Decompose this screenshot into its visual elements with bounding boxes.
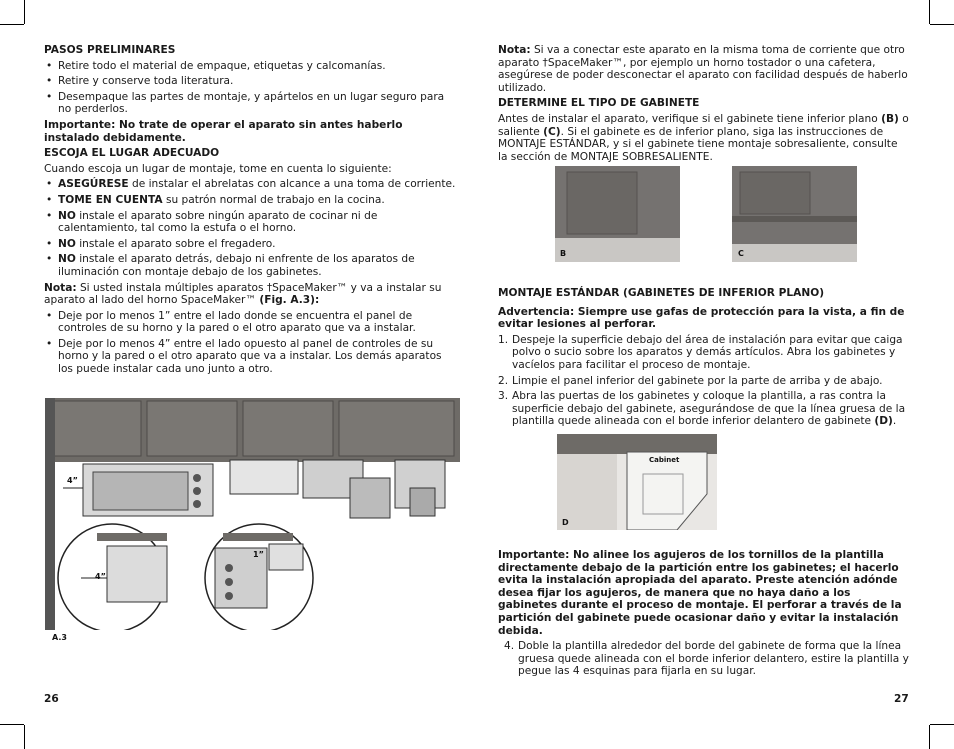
list-item: 3. Abra las puertas de los gabinetes y coloque la plantilla, a ras contra la superficie debajo del gabinete, asegurándose de que la línea gruesa de la plantilla quede alineada con el borde inferior delantero de gabinete (D). (498, 390, 906, 428)
figure-c (732, 166, 857, 262)
list-item: • Deje por lo menos 4” entre el lado opuesto al panel de controles de su horno y la pared o el otro aparato que va a instalar. Los demás aparatos los puede instalar cada uno junto a otro. (46, 337, 442, 376)
deje-list (44, 310, 457, 376)
importante-note: Importante: No trate de operar el aparato sin antes haberlo instalado debidamente. (44, 118, 403, 144)
escoja-intro: Cuando escoja un lugar de montaje, tome en cuenta lo siguiente: (44, 162, 392, 175)
list-item: • NO instale el aparato detrás, debajo ni enfrente de los aparatos de iluminación con montaje debajo de los gabinetes. (46, 253, 415, 278)
dimension-label: 1” (253, 550, 264, 559)
figure-c-illustration (732, 166, 857, 262)
importante-alinee: Importante: No alinee los agujeros de los tornillos de la plantilla directamente debajo de la partición entre los gabinetes; el hacerlo evita la instalación apropiada del aparato. Preste atención adónde desea fijar los agujeros, de manera que no haya daño a los gabinetes durante el proceso de montaje. El perforar a través de la partición del gabinete puede ocasionar daño y evitar la instalación debida. (498, 549, 902, 637)
heading-tipo: DETERMINE EL TIPO DE GABINETE (498, 97, 700, 110)
advertencia-note: Advertencia: Siempre use gafas de protección para la vista, a fin de evitar lesiones al perforar. (498, 305, 905, 331)
heading-escoja: ESCOJA EL LUGAR ADECUADO (44, 147, 220, 160)
crop-mark (929, 725, 930, 749)
list-item: 2. Limpie el panel inferior del gabinete por la parte de arriba y de abajo. (498, 374, 883, 387)
list-item: • Desempaque las partes de montaje, y apártelos en un lugar seguro para no perderlos. (46, 90, 445, 116)
step-4-list (498, 640, 910, 678)
right-page (498, 44, 910, 166)
tipo-paragraph: Antes de instalar el aparato, verifique si el gabinete tiene inferior plano (B) o saliente (C). Si el gabinete es de inferior plano, siga las instrucciones de MONTAJE ESTÁNDAR, y si el gabinete tiene montaje sobresaliente, consulte la sección de MONTAJE SOBRESALIENTE. (498, 112, 909, 163)
heading-pasos: PASOS PRELIMINARES (44, 44, 176, 56)
figure-d-illustration (557, 434, 717, 530)
nota-conectar: Nota: Si va a conectar este aparato en la misma toma de corriente que otro aparato †SpaceMaker™, por ejemplo un horno tostador o una cafetera, asegúrese de poder desconectar el aparato con facilidad después de haberlo utilizado. (498, 44, 908, 94)
figure-b-illustration (555, 166, 680, 262)
figure-b (555, 166, 680, 262)
list-item: • ASEGÚRESE de instalar el abrelatas con alcance a una toma de corriente. (46, 178, 456, 191)
list-item: 4. Doble la plantilla alrededor del borde del gabinete de forma que la línea gruesa quede alineada con el borde inferior delantero, estire la plantilla y pegue las 4 esquinas para fijarla en su lugar. (504, 640, 909, 678)
figure-a3-label: A.3 (52, 633, 67, 642)
left-page (44, 44, 457, 379)
figure-b-label: B (560, 249, 567, 258)
nota-multiple: Nota: Si usted instala múltiples aparatos †SpaceMaker™ y va a instalar su aparato al lado del horno SpaceMaker™ (Fig. A.3): (44, 281, 442, 307)
list-item: • Retire todo el material de empaque, etiquetas y calcomanías. (46, 59, 386, 72)
figure-c-label: C (738, 249, 744, 258)
right-page-bottom (498, 549, 910, 681)
list-item: • Retire y conserve toda literatura. (46, 75, 234, 88)
figure-a3-illustration (45, 398, 460, 630)
list-item: • NO instale el aparato sobre ningún aparato de cocinar ni de calentamiento, tal como la estufa o el horno. (46, 209, 378, 235)
crop-mark (930, 24, 954, 25)
crop-mark (0, 24, 24, 25)
crop-mark (929, 0, 930, 24)
list-item: • TOME EN CUENTA su patrón normal de trabajo en la cocina. (46, 193, 385, 206)
list-item: • Deje por lo menos 1” entre el lado donde se encuentra el panel de controles de su horno y la pared o el otro aparato que va a instalar. (46, 309, 416, 335)
crop-mark (930, 724, 954, 725)
dimension-label: 4” (95, 572, 106, 581)
crop-mark (24, 0, 25, 24)
crop-mark (24, 725, 25, 749)
figure-a3 (45, 398, 460, 630)
steps-list (498, 334, 910, 428)
list-item: 1. Despeje la superficie debajo del área de instalación para evitar que caiga polvo o sucio sobre los aparatos y demás artículos. Abra los gabinetes y vacíelos para facilitar el proceso de montaje. (498, 333, 903, 371)
page-number-left: 26 (44, 693, 59, 705)
escoja-list (44, 178, 457, 278)
figure-d-label: D (562, 518, 569, 527)
right-page-lower (498, 287, 910, 431)
heading-montaje: MONTAJE ESTÁNDAR (GABINETES DE INFERIOR PLANO) (498, 287, 825, 299)
template-label: Cabinet (649, 456, 680, 464)
figure-d (557, 434, 717, 530)
pasos-list (44, 60, 457, 116)
crop-mark (0, 724, 24, 725)
list-item: • NO instale el aparato sobre el fregadero. (46, 237, 276, 250)
page-number-right: 27 (894, 693, 909, 705)
dimension-label: 4” (67, 476, 78, 485)
